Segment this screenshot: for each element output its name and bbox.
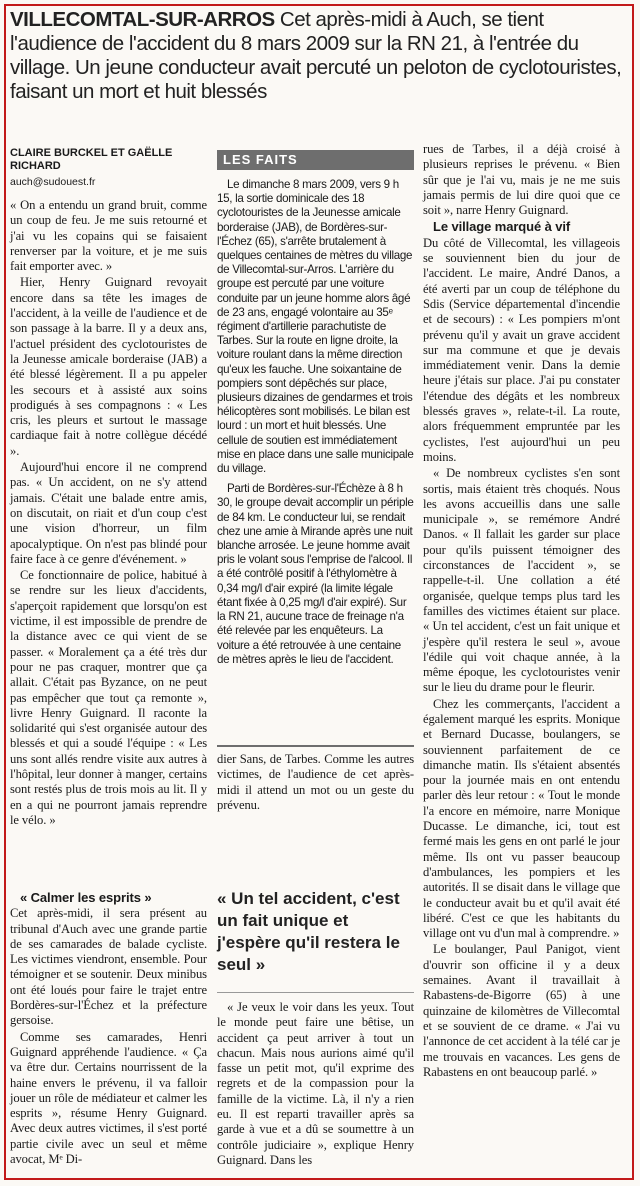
faits-box <box>217 178 414 673</box>
subheading: « Calmer les esprits » <box>20 890 152 905</box>
paragraph: Cet après-midi, il sera présent au tribunal d'Auch avec une grande partie de ses camarades de balade cycliste. Les victimes viendront, ensemble. Pour témoigner et se soutenir. Deux minibus ont été loués pour faire le trajet entre Bordères-sur-l'Échez et la préfecture gersoise. <box>10 906 207 1028</box>
pull-quote-divider <box>217 992 414 993</box>
paragraph: Aujourd'hui encore il ne comprend pas. « Un accident, on ne s'y attend jamais. C'était une balade entre amis, on discutait, on riait et d'un coup c'est une vision d'horreur, un film apocalyptique. On n'est pas blindé pour faire face à ce genre d'événement. » <box>10 460 207 566</box>
paragraph: rues de Tarbes, il a déjà croisé à plusieurs reprises le prévenu. « Bien sûr que je l'ai vu, mais je ne me suis jamais permis de lui dire quoi que ce soit », narre Henry Guignard. <box>423 142 620 218</box>
headline-place: VILLECOMTAL-SUR-ARROS <box>10 8 275 31</box>
pull-quote: « Un tel accident, c'est un fait unique et j'espère qu'il restera le seul » <box>217 889 400 974</box>
byline-email[interactable]: auch@sudouest.fr <box>10 176 96 188</box>
byline-authors: CLAIRE BURCKEL ET GAËLLE RICHARD <box>10 147 173 172</box>
paragraph: Chez les commerçants, l'accident a également marqué les esprits. Monique et Bernard Ducasse, boulangers, se souviennent parfaitement de ce dimanche matin. Ils s'étaient absentés pour la journée mais en ont entendu parler dès leur retour : « Tout le monde l'a encore en mémoire, narre Monique Ducasse. Le dimanche, ici, tout est fermé mais les gens en ont parlé le jour même. Ils ont vu passer beaucoup d'ambulances, les pompiers et les autorités. Il se disait dans le village que le conducteur avait bu et qu'il avait été libéré. C'est ce que les habitants du village ont vu d'un mal à comprendre. » <box>423 696 620 941</box>
lead-quote: « On a entendu un grand bruit, comme un coup de feu. Je me suis retourné et j'ai vu les copains qui se faisaient renverser par la voiture, et je me suis fait emporter avec. » <box>10 198 207 274</box>
headline <box>10 8 630 104</box>
column-2-bottom <box>217 1000 414 1169</box>
faits-paragraph: Parti de Bordères-sur-l'Échèze à 8 h 30, le groupe devait accomplir un périple de 84 km. Le conducteur lui, se rendait chez une amie à Mirande après une nuit blanche arrosée. Le jeune homme avait pris le volant sous l'emprise de l'alcool. Il a été contrôlé positif à l'éthylomètre à 0,34 mg/l d'air expiré (la limite légale étant fixée à 0,25 mg/l d'air expiré). Sur la RN 21, aucune trace de freinage n'a été relevée par les enquêteurs. La voiture a été retrouvée à une centaine de mètres après le lieu de l'accident. <box>217 482 414 666</box>
paragraph: Comme ses camarades, Henri Guignard appréhende l'audience. « Ça va être dur. Certains nourrissent de la haine envers le prévenu, il va falloir jouer un rôle de médiateur et calmer les esprits », résume Henry Guignard. Avec deux autres victimes, il s'est porté partie civile avec un seul et même avocat, Mᵉ Di- <box>10 1029 207 1167</box>
column-1-bottom <box>10 890 207 1168</box>
byline <box>10 147 200 189</box>
column-2-middle <box>217 752 414 814</box>
faits-divider <box>217 745 414 747</box>
paragraph: dier Sans, de Tarbes. Comme les autres victimes, de l'audience de cet après-midi il attend un mot ou un geste du prévenu. <box>217 752 414 812</box>
paragraph: « Je veux le voir dans les yeux. Tout le monde peut faire une bêtise, un accident ça peut arriver à tout un chacun. Mais nous aurions aimé qu'il fasse un petit mot, qu'il exprime des regrets et de la compassion pour la famille de la victime. Là, il n'y a rien eu. Il est reparti travailler après sa garde à vue et a dû se soumettre à un contrôle judiciaire », explique Henry Guignard. Dans les <box>217 1000 414 1167</box>
faits-paragraph: Le dimanche 8 mars 2009, vers 9 h 15, la sortie dominicale des 18 cyclotouristes de la Jeunesse amicale borderaise (JAB), de Bordères-sur-l'Échez (65), s'arrête brutalement à quelques centaines de mètres du village de Villecomtal-sur-Arros. L'arrière du groupe est percuté par une voiture conduite par un jeune homme alors âgé de 23 ans, engagé volontaire au 35ᵉ régiment d'artillerie parachutiste de Tarbes. Sur la route en ligne droite, la voiture roulant dans la même direction qu'eux les fauche. Une soixantaine de pompiers sont dépêchés sur place, plusieurs dizaines de gendarmes et trois hélicoptères sont mobilisés. Le bilan est lourd : un mort et huit blessés. Une cellule de soutien est immédiatement mise en place dans une salle municipale du village. <box>217 178 414 476</box>
paragraph: Hier, Henry Guignard revoyait encore dans sa tête les images de l'accident, à la veille de l'audience et de son passage à la barre. Il y a deux ans, l'actuel président des cyclotouristes de la Jeunesse amicale borderaise (JAB) a été blessé légèrement. Il a pu appeler les secours et à assisté aux soins prodigués à ses compagnons : « Les cris, les pleurs et surtout le massage cardiaque fait à notre collègue décédé ». <box>10 275 207 458</box>
paragraph: Le boulanger, Paul Panigot, vient d'ouvrir son officine il y a deux semaines. Avant il travaillait à Rabastens-de-Bigorre (65) à une quinzaine de kilomètres de Villecomtal et se souvient de ce drame. « J'ai vu l'annonce de cet accident à la télé car je me trouvais en vacances. Les gens de Rabastens en ont beaucoup parlé. » <box>423 942 620 1079</box>
paragraph: Du côté de Villecomtal, les villageois se souviennent bien du jour de l'accident. Le maire, André Danos, a été averti par un coup de téléphone du Sdis (Service départemental d'incendie et de secours) : « Les pompiers m'ont prévenu qu'il y avait un grave accident sur ma commune et que je devais immédiatement venir. Dans la demie heure j'étais sur place. J'ai pu constater l'étendue des dégâts et les nombreux blessés graves », relate-t-il. La route, alors fréquemment empruntée par les cyclistes, l'est aujourd'hui un peu moins. <box>423 235 620 464</box>
column-3 <box>423 142 620 1081</box>
column-1-top <box>10 198 207 829</box>
paragraph: Ce fonctionnaire de police, habitué à se rendre sur les lieux d'accidents, s'aperçoit rapidement que lorsqu'on est victime, il est impossible de prendre de la distance avec ce qui vient de se passer. « Moralement ça a été très dur pour ne pas craquer, montrer que ça allait. C'était pas Byzance, on ne peut pas empêcher que tout ça remonte », livre Henry Guignard. Il raconte la solidarité qui s'est organisée autour des blessés et qui a soudé l'équipe : « Les uns sont allés rendre visite aux autres à l'hôpital, leur donner à manger, certains sont restés plus de trois mois au lit. Il y en a qui ne pourront jamais reprendre le vélo. » <box>10 568 207 827</box>
paragraph: « De nombreux cyclistes s'en sont sortis, mais étaient très choqués. Nous les avons accueillis dans une salle municipale », se remémore André Danos. « Il fallait les garder sur place pour qu'ils puissent témoigner des circonstances de l'accident », se rappelle-t-il. Une collation a été organisée, quelque temps plus tard les familles des victimes étaient sur place. « Un tel accident, c'est un fait unique et j'espère qu'il restera le seul », avoue l'édile qui voit chaque année, à la même époque, les cyclotouristes venir sur le lieu du drame pour le fleurir. <box>423 466 620 695</box>
faits-label: LES FAITS <box>217 150 414 170</box>
subheading: Le village marqué à vif <box>433 219 571 235</box>
headline-text: Cet après-midi à Auch, se tient l'audience de l'accident du 8 mars 2009 sur la RN 21, à l'entrée du village. Un jeune conducteur avait percuté un peloton de cyclotouristes, faisant un mort et huit blessés <box>10 8 622 103</box>
